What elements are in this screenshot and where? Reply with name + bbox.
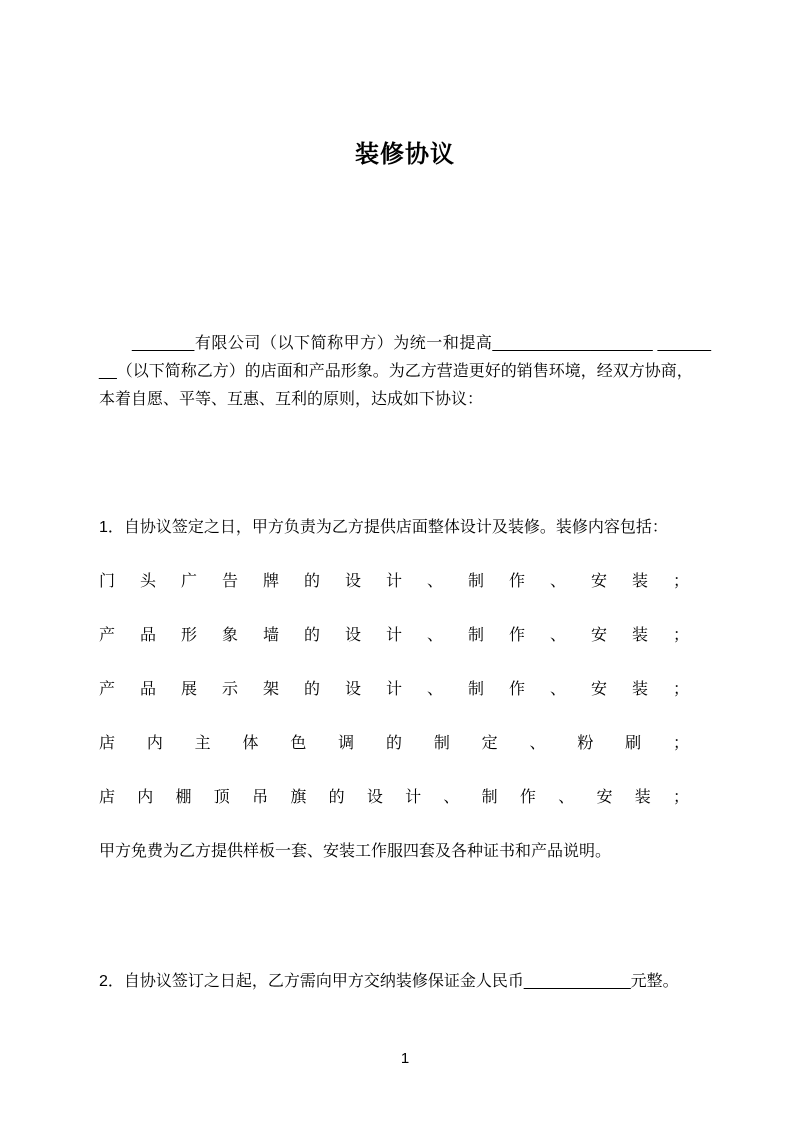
clause-1-heading: 1．自协议签定之日，甲方负责为乙方提供店面整体设计及装修。装修内容包括： bbox=[99, 519, 668, 536]
clause-1-item: 店内棚顶吊旗的设计、制作、安装； bbox=[99, 789, 689, 806]
clause-1-item: 店内主体色调的制定、粉刷； bbox=[99, 735, 689, 752]
clause-1-note: 甲方免费为乙方提供样板一套、安装工作服四套及各种证书和产品说明。 bbox=[99, 843, 612, 860]
clause-2-text: 2．自协议签订之日起，乙方需向甲方交纳装修保证金人民币____________元整。 bbox=[99, 973, 679, 990]
intro-line-1: _______有限公司（以下简称甲方）为统一和提高__________________ ______ bbox=[132, 335, 711, 352]
intro-line-2: __（以下简称乙方）的店面和产品形象。为乙方营造更好的销售环境，经双方协商， bbox=[99, 363, 693, 380]
document-title: 装修协议 bbox=[355, 141, 455, 168]
clause-1-item: 产品形象墙的设计、制作、安装； bbox=[99, 627, 689, 644]
page-number: 1 bbox=[400, 1050, 410, 1067]
intro-line-3: 本着自愿、平等、互惠、互利的原则，达成如下协议： bbox=[99, 391, 484, 408]
intro-paragraph bbox=[99, 330, 711, 414]
clause-1-item: 产品展示架的设计、制作、安装； bbox=[99, 681, 689, 698]
clause-1-item: 门头广告牌的设计、制作、安装； bbox=[99, 573, 689, 590]
